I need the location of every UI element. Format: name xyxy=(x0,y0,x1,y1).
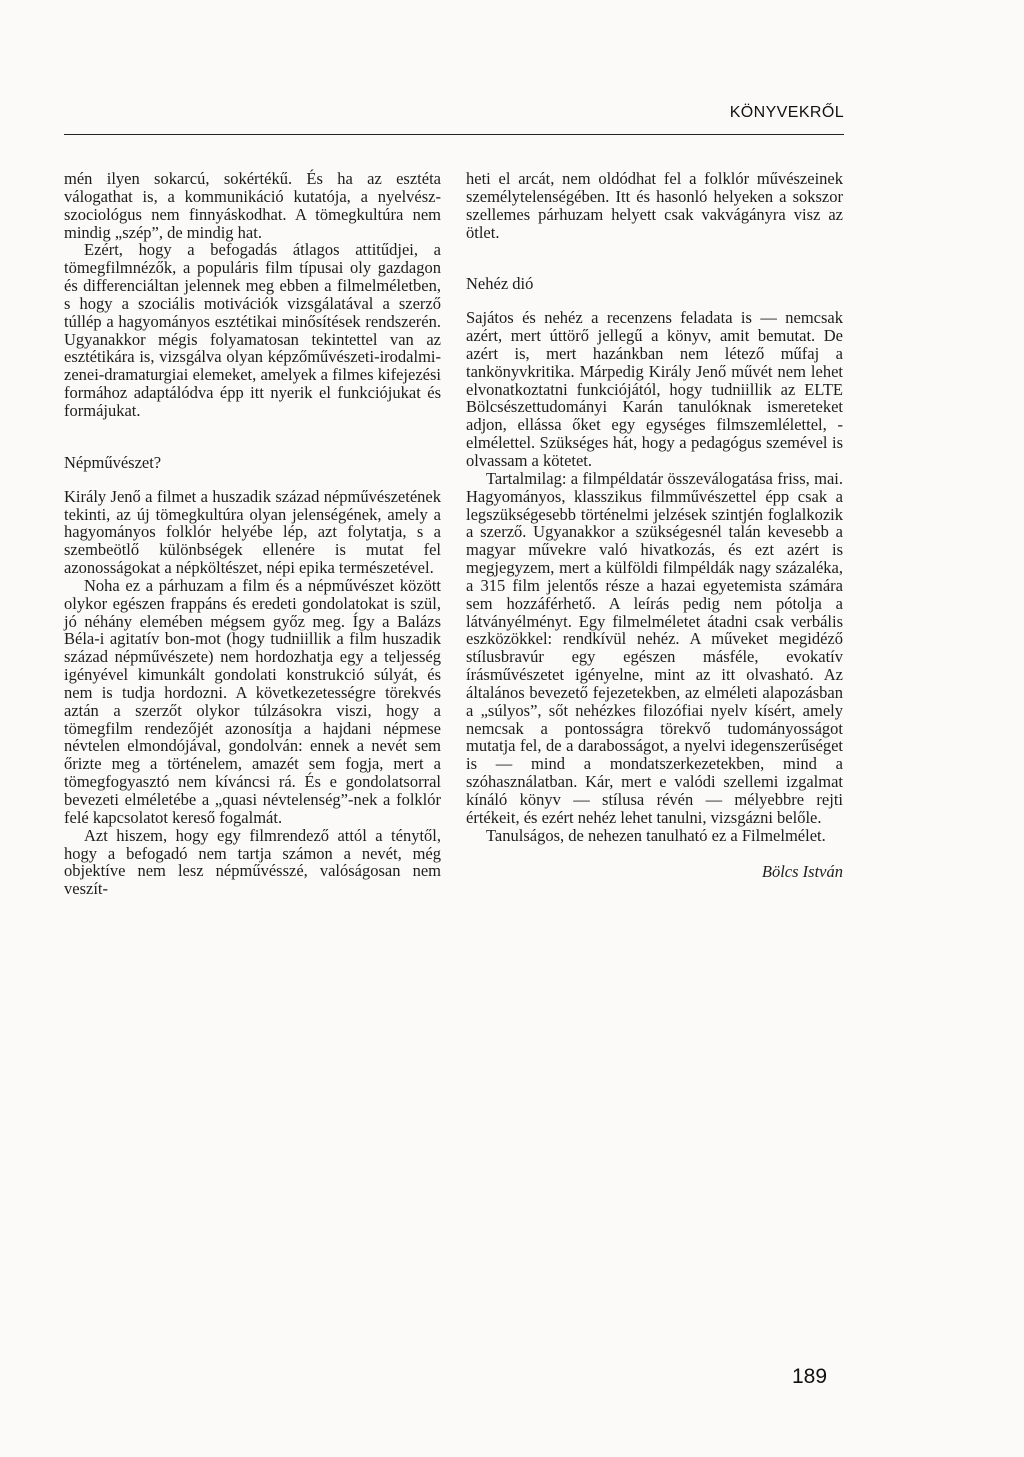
paragraph: Sajátos és nehéz a recenzens feladata is — nemcsak azért, mert úttörő jellegű a könyv, amit bemutat. De azért is, mert hazánkban nem létező műfaj a tankönyvkritika. Márpedig Király Jenő művét nem lehet elvonatkoztatni funkciójától, hogy tudniillik az ELTE Bölcsészettudományi Karán tanulóknak ismereteket adjon, ellássa őket egy egységes filmszemlélettel, -elmélettel. Szükséges hát, hogy a pedagógus szemével is olvassam a kötetet. xyxy=(466,308,843,470)
section-title: KÖNYVEKRŐL xyxy=(729,104,844,121)
paragraph: heti el arcát, nem oldódhat fel a folklór művészeinek személytelenségében. Itt és hasonló helyeken a sokszor szellemes párhuzam helyett csak vakvágányra visz az ötlet. xyxy=(466,169,843,242)
right-column xyxy=(466,170,843,880)
page-number: 189 xyxy=(792,1365,828,1388)
paragraph: Király Jenő a filmet a huszadik század népművészetének tekinti, az új tömegkultúra olyan jelenségének, amely a hagyományos folklór helyébe lép, azt folytatja, s a szembeötlő különbségek ellenére is mutat fel azonosságokat a népköltészet, népi epika természetével. xyxy=(64,486,441,578)
section-heading-nehez-dio: Nehéz dió xyxy=(466,274,534,294)
spacer xyxy=(64,472,441,488)
paragraph: Tanulságos, de nehezen tanulható ez a Filmelmélet. xyxy=(486,825,826,845)
author-signature: Bölcs István xyxy=(761,861,843,881)
section-heading-nepmuveszet: Népművészet? xyxy=(64,452,162,472)
paragraph: Ezért, hogy a befogadás átlagos attitűdjei, a tömegfilmnézők, a populáris film típusai oly gazdagon és differenciáltan jelennek meg ebben a filmelméletben, s hogy a szociális motivációk vizsgálatával a szerző túllép a hagyományos esztétikai minősítések rendszerén. Ugyanakkor mégis folyamatosan tekintettel van az esztétikára is, vizsgálva olyan képzőművészeti-irodalmi-zenei-dramaturgiai elemeket, amelyek a filmes kifejezési formához adaptálódva épp itt nyerik el funkciójukat és formájukat. xyxy=(64,240,441,420)
spacer xyxy=(466,293,843,309)
header-rule xyxy=(64,134,844,135)
paragraph: Azt hiszem, hogy egy filmrendező attól a ténytől, hogy a befogadó nem tartja számon a nevét, még objektíve nem lesz népművésszé, valóságosan nem veszít- xyxy=(64,825,441,899)
paragraph: mén ilyen sokarcú, sokértékű. És ha az esztéta válogathat is, a kommunikáció kutatója, a nyelvész-szociológus nem finnyáskodhat. A tömegkultúra nem mindig „szép”, de mindig hat. xyxy=(64,169,441,242)
left-column xyxy=(64,170,441,898)
spacer xyxy=(466,241,843,275)
paragraph: Tartalmilag: a filmpéldatár összeválogatása friss, mai. Hagyományos, klasszikus filmművészettel épp csak a legszükségesebb történelmi jelzések szintjén foglalkozik a szerző. Ugyanakkor a szükségesnél talán kevesebb a magyar művekre való hivatkozás, és ezt azért is megjegyzem, mert a külföldi filmpéldák nagy százaléka, a 315 film jelentős része a hazai egyetemista számára sem hozzáférhető. A leírás pedig nem pótolja a látványélményt. Egy filmelméletet átadni csak verbális eszközökkel: rendkívül nehéz. A műveket megidéző stílusbravúr egy egészen másféle, evokatív írásművészetet igényelne, mint az itt olvasható. Az általános bevezető fejezetekben, az elméleti alapozásban a „súlyos”, sőt nehézkes filozófiai nyelv kísért, amely nemcsak a pontosságra törekvő tudományosságot mutatja fel, de a darabosságot, a nyelvi idegenszerűséget is — mind a mondatszerkezetekben, mind a szóhasználatban. Kár, mert e valódi szellemi izgalmat kínáló könyv — stílusa révén — mélyebbre rejti értékeit, és ezért nehéz lehet tanulni, vizsgázni belőle. xyxy=(466,468,843,827)
paragraph: Noha ez a párhuzam a film és a népművészet között olykor egészen frappáns és eredeti gondolatokat is szül, jó néhány elemében mégsem győz meg. Így a Balázs Béla-i agitatív bon-mot (hogy tudniillik a film huszadik század népművészete) nem hordozhatja egy a teljesség igényével kimunkált gondolati konstrukció súlyát, és nem is tudja hordozni. A következetességre törekvés aztán a szerzőt olykor túlzásokra viszi, hogy a tömegfilm rendezőjét azonosítja a hajdani népmese névtelen elmondójával, gondolván: ennek a nevét sem őrizte meg a történelem, amazét sem fogja, mert a tömegfogyasztó nem kíváncsi rá. És e gondolatsorral bevezeti elméletébe a „quasi névtelenség”-nek a folklór felé kapcsolatot kereső fogalmát. xyxy=(64,575,441,827)
spacer xyxy=(64,420,441,454)
